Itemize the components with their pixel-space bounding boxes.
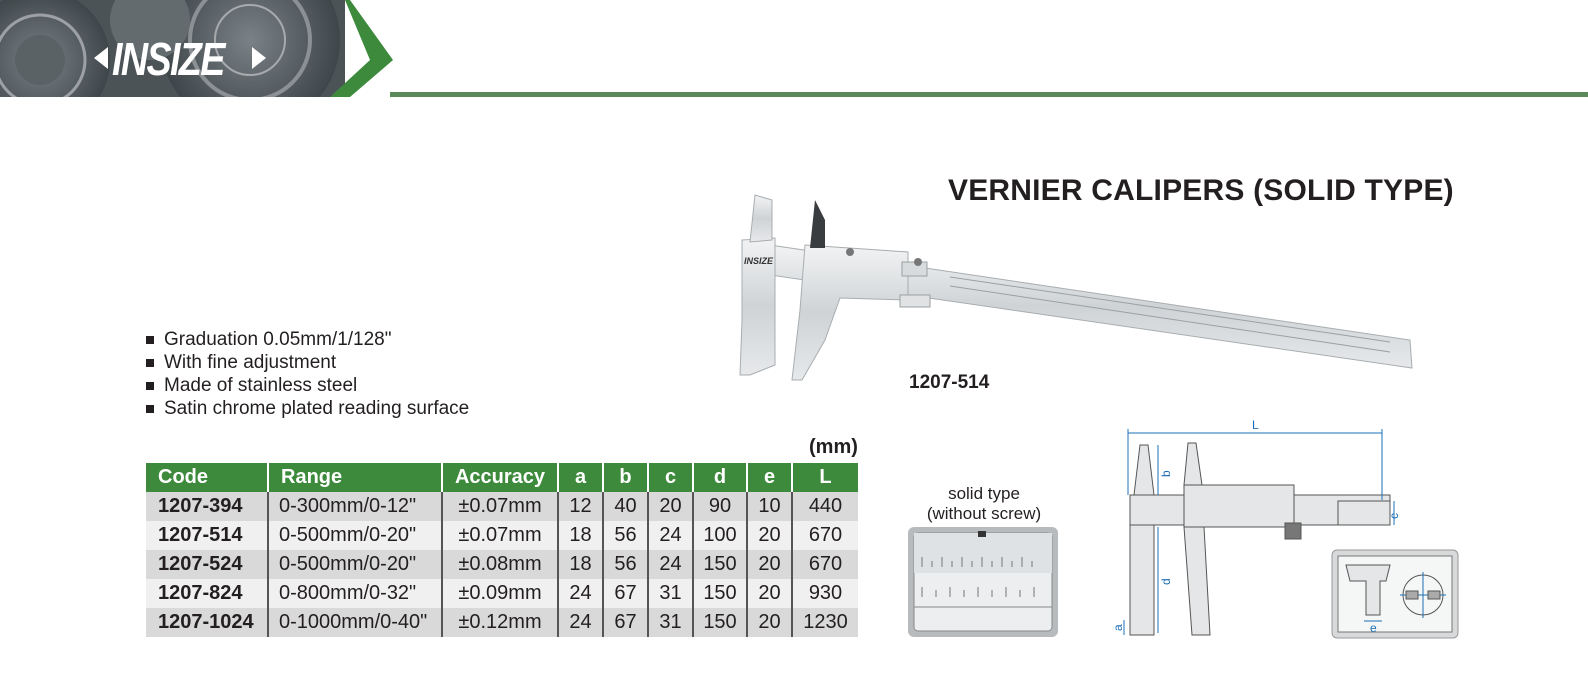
column-header: d xyxy=(693,463,747,492)
table-cell: 31 xyxy=(648,608,693,637)
column-header: L xyxy=(792,463,858,492)
feature-item: Graduation 0.05mm/1/128" xyxy=(146,328,469,351)
table-cell: 150 xyxy=(693,579,747,608)
table-cell: 1207-1024 xyxy=(146,608,268,637)
table-row xyxy=(146,492,858,521)
feature-item: With fine adjustment xyxy=(146,351,469,374)
table-cell: 440 xyxy=(792,492,858,521)
dimension-label-a: a xyxy=(1111,624,1125,631)
table-cell: 24 xyxy=(648,521,693,550)
table-cell: 20 xyxy=(747,550,792,579)
table-cell: ±0.07mm xyxy=(442,521,558,550)
table-cell: 24 xyxy=(648,550,693,579)
dimension-diagram xyxy=(1100,415,1480,645)
table-row xyxy=(146,579,858,608)
table-cell: 1207-514 xyxy=(146,521,268,550)
table-cell: ±0.12mm xyxy=(442,608,558,637)
dimension-label-e: e xyxy=(1370,621,1377,635)
dimension-label-c: c xyxy=(1387,513,1401,519)
column-header: b xyxy=(603,463,648,492)
table-cell: 20 xyxy=(747,608,792,637)
column-header: Accuracy xyxy=(442,463,558,492)
logo-right-arrow-icon xyxy=(250,47,266,69)
table-row xyxy=(146,521,858,550)
inset-caption-line: solid type xyxy=(948,484,1020,503)
table-cell: 40 xyxy=(603,492,648,521)
photo-model-label: 1207-514 xyxy=(909,372,990,393)
table-cell: 10 xyxy=(747,492,792,521)
logo-left-arrow-icon xyxy=(94,47,110,69)
column-header: Code xyxy=(146,463,268,492)
column-header: a xyxy=(558,463,603,492)
table-cell: 18 xyxy=(558,550,603,579)
table-cell: 67 xyxy=(603,608,648,637)
feature-list xyxy=(146,328,469,420)
feature-item: Made of stainless steel xyxy=(146,374,469,397)
inset-caption-line: (without screw) xyxy=(926,504,1042,523)
table-row xyxy=(146,608,858,637)
column-header: c xyxy=(648,463,693,492)
table-cell: 0-300mm/0-12" xyxy=(268,492,442,521)
table-cell: 0-500mm/0-20" xyxy=(268,521,442,550)
table-cell: 0-500mm/0-20" xyxy=(268,550,442,579)
table-cell: 12 xyxy=(558,492,603,521)
table-cell: 20 xyxy=(747,579,792,608)
table-unit-label: (mm) xyxy=(809,436,858,458)
table-cell: 150 xyxy=(693,550,747,579)
header-divider xyxy=(390,92,1588,97)
table-cell: 56 xyxy=(603,521,648,550)
table-cell: 90 xyxy=(693,492,747,521)
spec-table xyxy=(146,463,858,637)
table-cell: 0-800mm/0-32" xyxy=(268,579,442,608)
table-cell: ±0.09mm xyxy=(442,579,558,608)
table-cell: 1207-394 xyxy=(146,492,268,521)
inset-caption xyxy=(910,484,1058,524)
table-row xyxy=(146,550,858,579)
table-cell: 1207-824 xyxy=(146,579,268,608)
table-cell: 100 xyxy=(693,521,747,550)
brand-logo: INSIZE xyxy=(112,33,224,85)
column-header: e xyxy=(747,463,792,492)
table-cell: 20 xyxy=(648,492,693,521)
header-banner xyxy=(0,0,400,97)
table-cell: 0-1000mm/0-40" xyxy=(268,608,442,637)
table-cell: 67 xyxy=(603,579,648,608)
page-title: VERNIER CALIPERS (SOLID TYPE) xyxy=(948,174,1454,207)
table-cell: 150 xyxy=(693,608,747,637)
table-cell: 56 xyxy=(603,550,648,579)
table-cell: 24 xyxy=(558,608,603,637)
table-cell: 20 xyxy=(747,521,792,550)
table-cell: 1230 xyxy=(792,608,858,637)
table-cell: 24 xyxy=(558,579,603,608)
dimension-label-b: b xyxy=(1159,470,1173,477)
feature-item: Satin chrome plated reading surface xyxy=(146,397,469,420)
table-cell: 670 xyxy=(792,521,858,550)
dimension-label-d: d xyxy=(1159,578,1173,585)
table-cell: 18 xyxy=(558,521,603,550)
caliper-product-image xyxy=(730,190,1420,385)
table-cell: ±0.08mm xyxy=(442,550,558,579)
table-cell: ±0.07mm xyxy=(442,492,558,521)
table-cell: 31 xyxy=(648,579,693,608)
table-cell: 670 xyxy=(792,550,858,579)
solid-type-inset-image xyxy=(908,527,1058,637)
table-header-row xyxy=(146,463,858,492)
svg-text:INSIZE: INSIZE xyxy=(744,256,774,266)
dimension-label-L: L xyxy=(1252,418,1259,432)
table-cell: 1207-524 xyxy=(146,550,268,579)
column-header: Range xyxy=(268,463,442,492)
table-cell: 930 xyxy=(792,579,858,608)
